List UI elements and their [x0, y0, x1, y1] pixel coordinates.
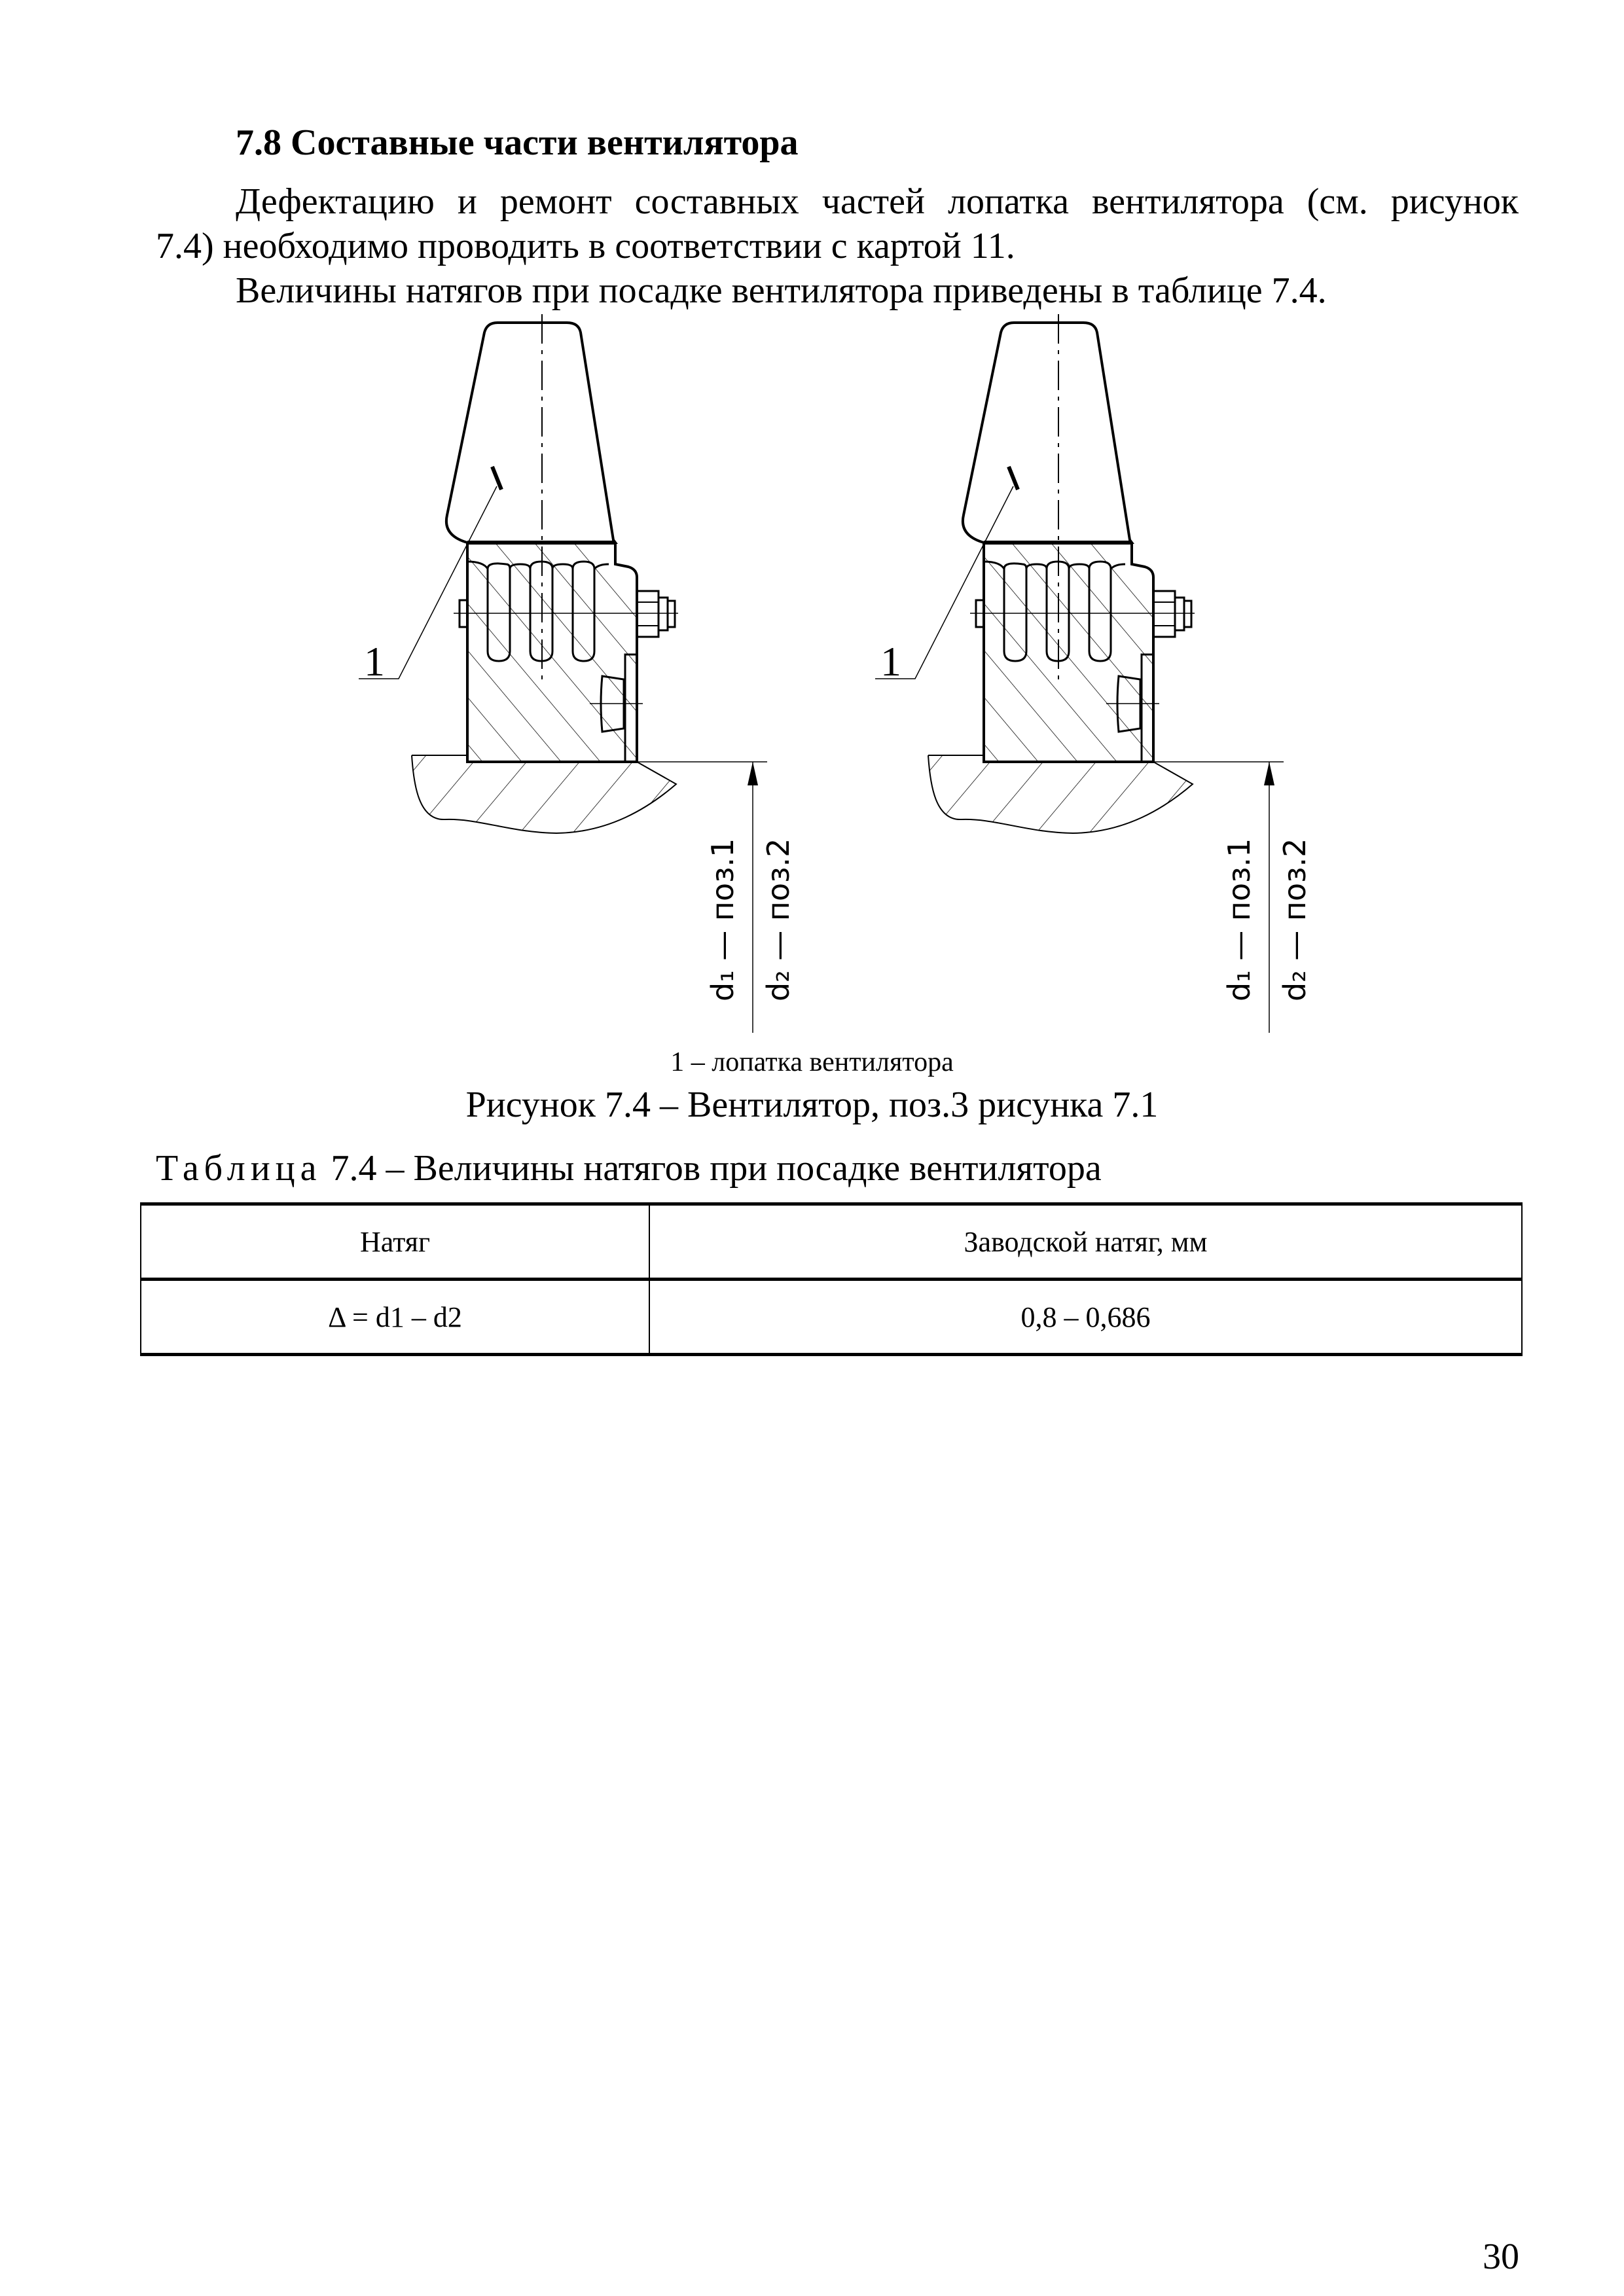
dim-label-d2: d₂ — поз.2 [1277, 838, 1312, 1001]
dim-label-d1: d₁ — поз.1 [705, 838, 740, 1001]
paragraph-2: Величины натягов при посадке вентилятора приведены в таблице 7.4. [236, 270, 1327, 311]
table-title-prefix: Таблица [156, 1148, 322, 1189]
fan-view-left [359, 314, 796, 1033]
interference-table [140, 1202, 1523, 1356]
header-cell: Заводской натяг, мм [649, 1204, 1522, 1280]
paragraph-1-line-2: 7.4) необходимо проводить в соответствии с картой 11. [156, 226, 1015, 266]
dim-label-d2: d₂ — поз.2 [761, 838, 796, 1001]
fan-view-right [875, 314, 1312, 1033]
table-cell: Δ = d1 – d2 [141, 1280, 649, 1355]
table-title [156, 1150, 1102, 1187]
page-number: 30 [1483, 2236, 1519, 2277]
table-cell: 0,8 – 0,686 [649, 1280, 1522, 1355]
header-cell: Натяг [141, 1204, 649, 1280]
callout-number: 1 [364, 638, 385, 685]
fan-drawing [0, 0, 1624, 1047]
figure-caption: Рисунок 7.4 – Вентилятор, поз.3 рисунка 7.1 [465, 1085, 1159, 1125]
callout-number: 1 [880, 638, 901, 685]
figure-legend: 1 – лопатка вентилятора [670, 1047, 954, 1077]
table-title-text: 7.4 – Величины натягов при посадке вентилятора [321, 1148, 1102, 1189]
table-header-row [141, 1204, 1522, 1280]
dim-label-d1: d₁ — поз.1 [1221, 838, 1257, 1001]
paragraph-1-line-1: Дефектацию и ремонт составных частей лопатка вентилятора (см. рисунок [236, 181, 1519, 222]
table-row [141, 1280, 1522, 1355]
section-heading: 7.8 Составные части вентилятора [236, 122, 799, 163]
